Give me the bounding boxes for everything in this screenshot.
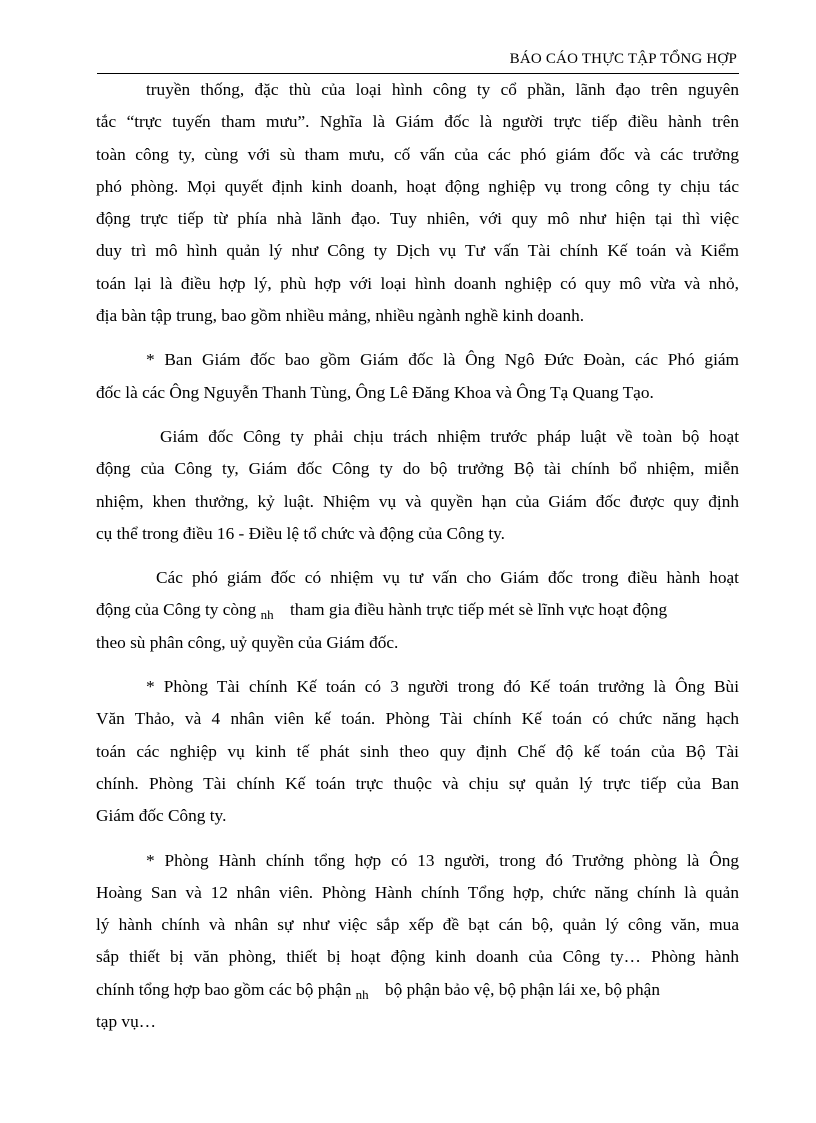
text-line: toán lại là điều hợp lý, phù hợp với loại hình doanh nghiệp có quy mô vừa và nhỏ, (96, 273, 739, 293)
text-line: động trực tiếp từ phía nhà lãnh đạo. Tuy nhiên, với quy mô như hiện tại thì việc (96, 209, 739, 229)
text-line: truyền thống, đặc thù của loại hình công ty cổ phần, lãnh đạo trên nguyên (146, 80, 739, 99)
text-line: Giám đốc Công ty. (96, 806, 227, 826)
text-fragment: động của Công ty còng (96, 600, 257, 620)
text-line: Giám đốc Công ty phải chịu trách nhiệm trước pháp luật về toàn bộ hoạt (160, 426, 739, 446)
header-title: BÁO CÁO THỰC TẬP TỔNG HỢP (509, 51, 737, 67)
text-line: nhiệm, khen thưởng, kỷ luật. Nhiệm vụ và quyền hạn của Giám đốc được quy định (96, 491, 739, 511)
text-line: toàn công ty, cùng với sù tham mưu, cố vấn của các phó giám đốc và các trưởng (96, 144, 739, 164)
text-line: Các phó giám đốc có nhiệm vụ tư vấn cho Giám đốc trong điều hành hoạt (156, 568, 739, 588)
text-line: động của Công ty, Giám đốc Công ty do bộ trưởng Bộ tài chính bổ nhiệm, miễn (96, 459, 739, 479)
text-line: địa bàn tập trung, bao gồm nhiều mảng, nhiều ngành nghề kinh doanh. (96, 306, 585, 326)
text-line (96, 974, 739, 1006)
text-line: * Ban Giám đốc bao gồm Giám đốc là Ông Ngô Đức Đoàn, các Phó giám (146, 350, 739, 370)
text-line: chính. Phòng Tài chính Kế toán trực thuộc và chịu sự quản lý trực tiếp của Ban (96, 773, 739, 793)
paragraph-3 (96, 421, 739, 550)
paragraph-5 (96, 671, 739, 832)
text-line: cụ thể trong điều 16 - Điều lệ tổ chức và động của Công ty. (96, 523, 505, 543)
document-body (96, 74, 739, 1038)
paragraph-6 (96, 845, 739, 1039)
text-line: tắc “trực tuyến tham mưu”. Nghĩa là Giám đốc là người trực tiếp điều hành trên (96, 112, 739, 132)
text-line (96, 594, 739, 626)
text-line: phó phòng. Mọi quyết định kinh doanh, hoạt động nghiệp vụ trong công ty chịu tác (96, 176, 739, 196)
text-fragment: tham gia điều hành trực tiếp mét sè lĩnh vực hoạt động (289, 600, 668, 620)
text-line: duy trì mô hình quản lý như Công ty Dịch vụ Tư vấn Tài chính Kế toán và Kiểm (96, 241, 739, 261)
text-line: tạp vụ… (96, 1012, 156, 1032)
paragraph-2 (96, 344, 739, 409)
text-line: Văn Thảo, và 4 nhân viên kế toán. Phòng Tài chính Kế toán có chức năng hạch (96, 709, 739, 729)
text-line: đốc là các Ông Nguyễn Thanh Tùng, Ông Lê Đăng Khoa và Ông Tạ Quang Tạo. (96, 382, 654, 402)
text-fragment: chính tổng hợp bao gồm các bộ phận (96, 979, 352, 999)
subscript-mark: nh (355, 986, 369, 1002)
text-line: * Phòng Tài chính Kế toán có 3 người trong đó Kế toán trưởng là Ông Bùi (146, 677, 739, 697)
text-line: lý hành chính và nhân sự như việc sắp xếp đề bạt cán bộ, quản lý công văn, mua (96, 915, 739, 935)
text-fragment: bộ phận bảo vệ, bộ phận lái xe, bộ phận (385, 979, 660, 999)
text-line: toán các nghiệp vụ kinh tế phát sinh theo quy định Chế độ kế toán của Bộ Tài (96, 741, 739, 761)
paragraph-1 (96, 74, 739, 332)
text-line: * Phòng Hành chính tổng hợp có 13 người, trong đó Trưởng phòng là Ông (146, 850, 739, 870)
text-line: Hoàng San và 12 nhân viên. Phòng Hành chính Tổng hợp, chức năng chính là quản (96, 882, 739, 902)
text-line: theo sù phân công, uỷ quyền của Giám đốc. (96, 632, 399, 652)
page-header (97, 49, 739, 74)
paragraph-4 (96, 562, 739, 659)
subscript-mark: nh (260, 607, 274, 623)
text-line: sắp thiết bị văn phòng, thiết bị hoạt động kinh doanh của Công ty… Phòng hành (96, 947, 739, 967)
